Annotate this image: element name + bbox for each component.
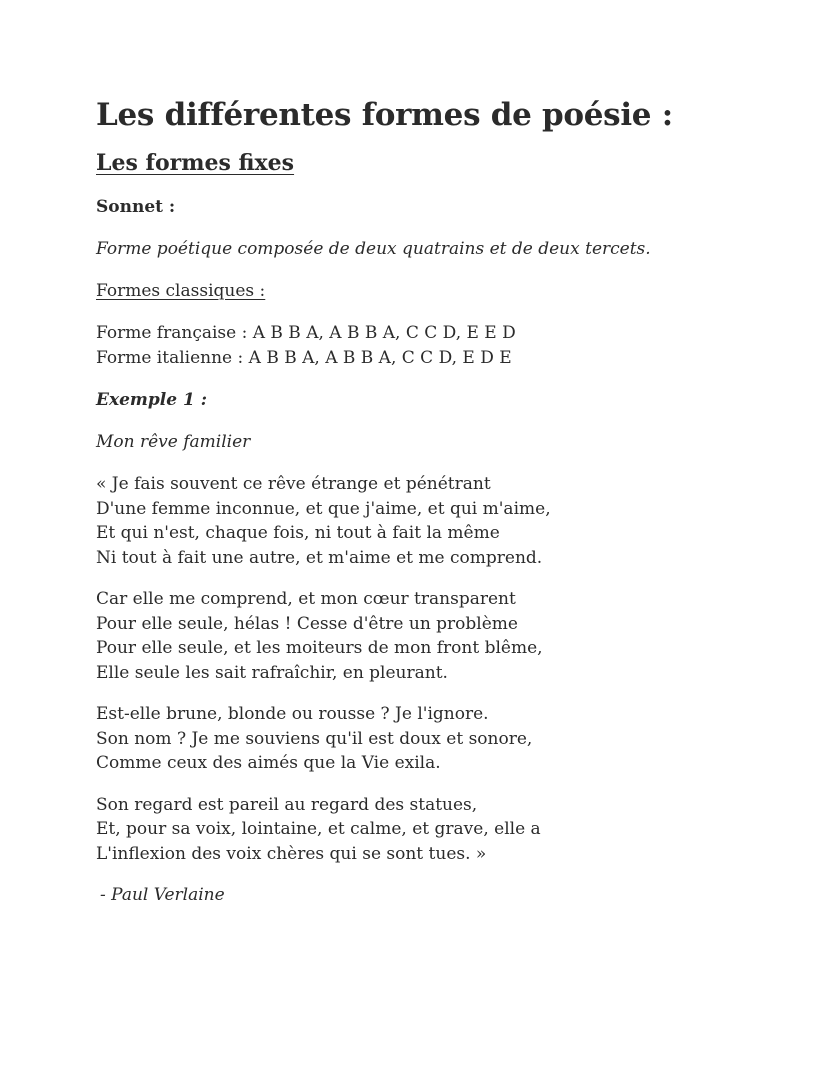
poem-author: - Paul Verlaine: [100, 885, 225, 905]
poem-line: Ni tout à fait une autre, et m'aime et me comprend.: [96, 547, 543, 568]
poem-line: D'une femme inconnue, et que j'aime, et qui m'aime,: [96, 498, 551, 519]
poem-stanza-3: [96, 702, 768, 776]
poem-stanza-4: [96, 793, 768, 867]
poem-line: « Je fais souvent ce rêve étrange et pénétrant: [96, 474, 491, 494]
rhyme-scheme-italian: Forme italienne : A B B A, A B B A, C C D, E D E: [96, 347, 512, 368]
poem-line: Et, pour sa voix, lointaine, et calme, et grave, elle a: [96, 819, 541, 839]
poem-line: Et qui n'est, chaque fois, ni tout à fait la même: [96, 523, 500, 543]
section-subtitle: Les formes fixes: [96, 150, 295, 176]
poem-stanza-1: [96, 472, 768, 570]
page-title: Les différentes formes de poésie :: [96, 97, 673, 133]
poem-line: Pour elle seule, et les moiteurs de mon front blême,: [96, 638, 543, 658]
poem-title: Mon rêve familier: [96, 432, 251, 452]
rhyme-schemes: [96, 321, 768, 370]
poem-line: Est-elle brune, blonde ou rousse ? Je l'ignore.: [96, 704, 489, 724]
sonnet-definition: Forme poétique composée de deux quatrains et de deux tercets.: [96, 239, 651, 259]
example-heading: Exemple 1 :: [96, 390, 207, 410]
classic-forms-heading: Formes classiques :: [96, 281, 266, 301]
poem-line: Son nom ? Je me souviens qu'il est doux et sonore,: [96, 728, 533, 749]
poem-line: Car elle me comprend, et mon cœur transparent: [96, 589, 516, 609]
poem-line: L'inflexion des voix chères qui se sont tues. »: [96, 843, 487, 864]
poem-line: Comme ceux des aimés que la Vie exila.: [96, 753, 441, 773]
poem-line: Elle seule les sait rafraîchir, en pleurant.: [96, 662, 448, 683]
poem-line: Son regard est pareil au regard des statues,: [96, 794, 478, 815]
poem-line: Pour elle seule, hélas ! Cesse d'être un problème: [96, 613, 518, 634]
sonnet-heading: Sonnet :: [96, 197, 176, 217]
rhyme-scheme-french: Forme française : A B B A, A B B A, C C D, E E D: [96, 323, 516, 343]
poem-stanza-2: [96, 587, 768, 685]
